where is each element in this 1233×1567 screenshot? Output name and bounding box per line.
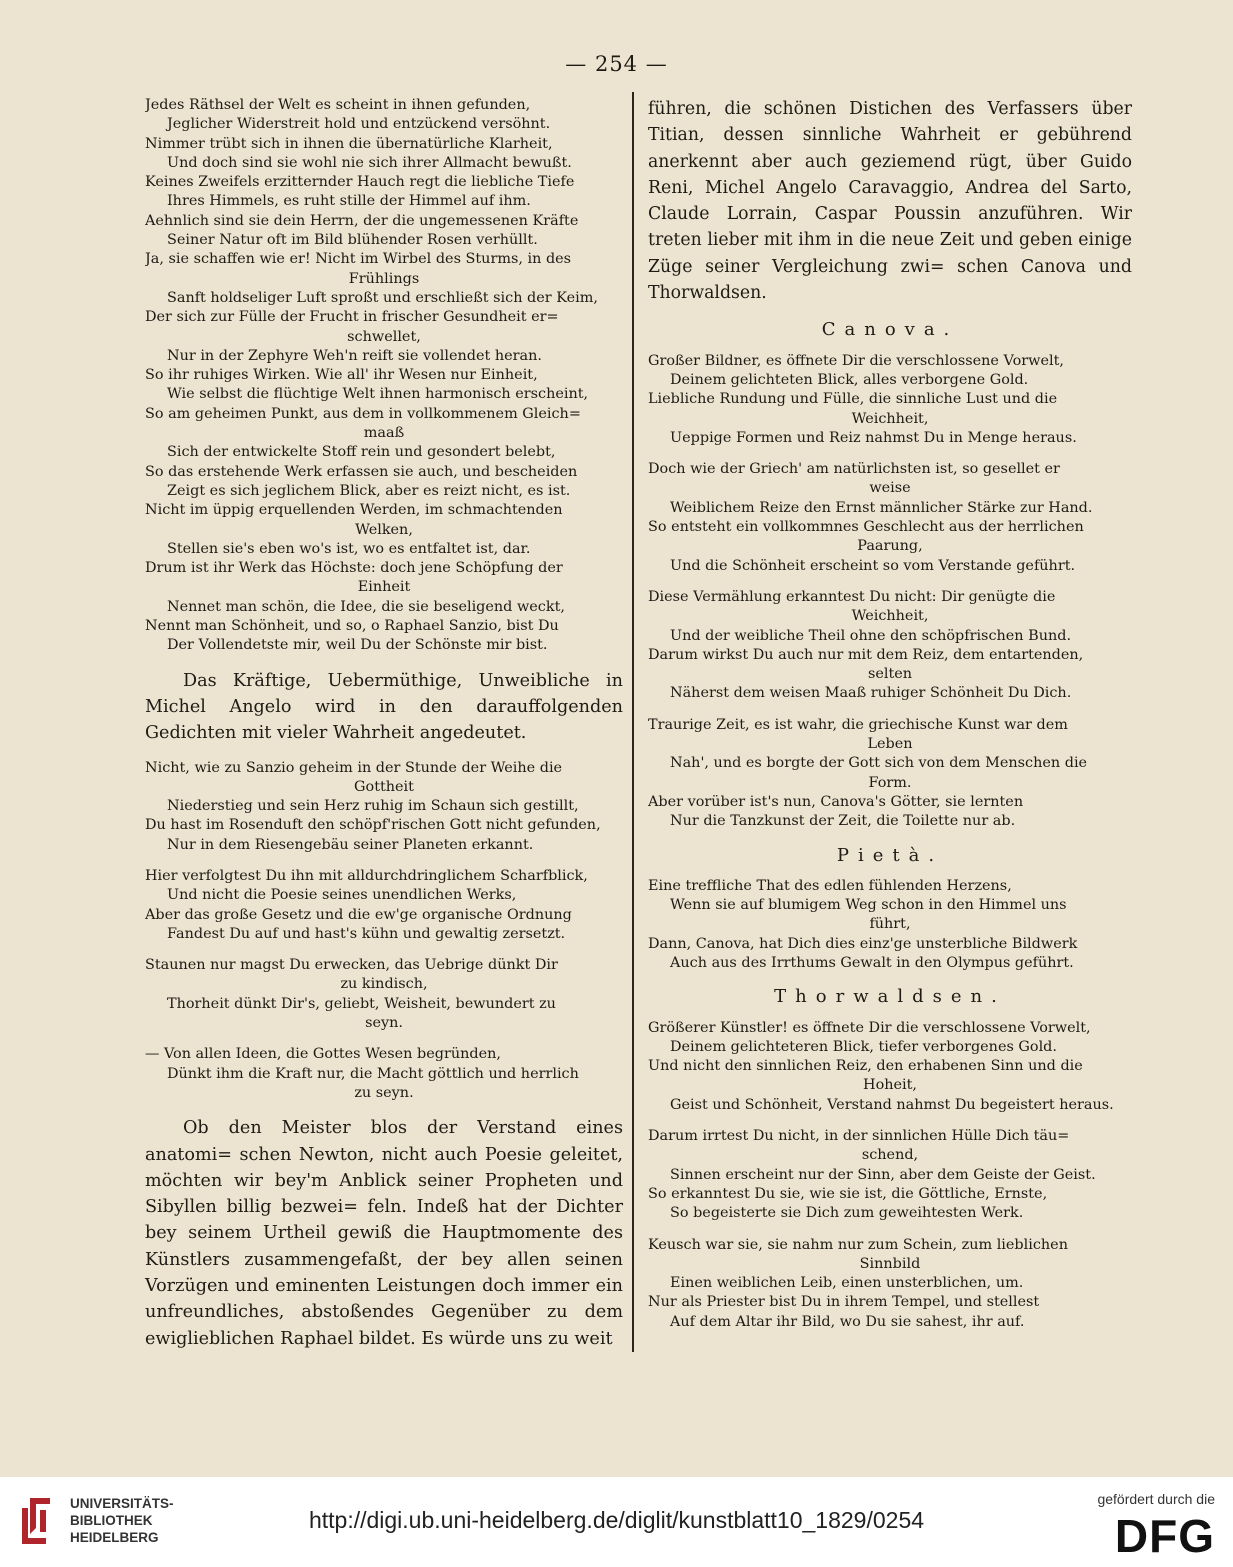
verse-line: Thorheit dünkt Dir's, geliebt, Weisheit, bewundert zu [167, 995, 556, 1012]
verse-line: Dünkt ihm die Kraft nur, die Macht göttlich und herrlich [167, 1065, 579, 1082]
verse-line: Deinem gelichteteren Blick, tiefer verborgenes Gold. [670, 1038, 1057, 1055]
verse-line: Und doch sind sie wohl nie sich ihrer Allmacht bewußt. [167, 154, 572, 171]
verse-line: Liebliche Rundung und Fülle, die sinnliche Lust und die [648, 391, 1058, 408]
verse-line: Nur in dem Riesengebäu seiner Planeten erkannt. [167, 836, 534, 853]
verse-line: Niederstieg und sein Herz ruhig im Schaun sich gestillt, [167, 798, 579, 815]
verse-line: Größerer Künstler! es öffnete Dir die verschlossene Vorwelt, [648, 1019, 1091, 1036]
verse-line: Und nicht den sinnlichen Reiz, den erhabenen Sinn und die [648, 1058, 1083, 1075]
verse-line: So entsteht ein vollkommnes Geschlecht aus der herrlichen [648, 519, 1084, 536]
left-column [145, 96, 623, 1352]
verse-line: Weichheit, [851, 608, 929, 625]
verse-line: So ihr ruhiges Wirken. Wie all' ihr Wesen nur Einheit, [145, 367, 538, 384]
verse-line: Sanft holdseliger Luft sproßt und erschließt sich der Keim, [167, 289, 598, 306]
verse-line: weise [869, 480, 911, 497]
verse-line: Du hast im Rosenduft den schöpf'rischen Gott nicht gefunden, [145, 817, 601, 834]
verse-line: Fandest Du auf und hast's kühn und gewaltig zersetzt. [167, 925, 566, 942]
verse-line: Wie selbst die flüchtige Welt ihnen harmonisch erscheint, [167, 386, 589, 403]
verse-line: Der sich zur Fülle der Frucht in frischer Gesundheit er= [145, 309, 559, 326]
verse-line: Weichheit, [851, 410, 929, 427]
stanza-gap [648, 576, 1132, 588]
verse-line: Nimmer trübt sich in ihnen die übernatürliche Klarheit, [145, 135, 553, 152]
verse-line: Aber das große Gesetz und die ew'ge organische Ordnung [145, 906, 572, 923]
verse-line: Großer Bildner, es öffnete Dir die verschlossene Vorwelt, [648, 352, 1064, 369]
verse-line: Welken, [355, 521, 413, 538]
verse-line: Dann, Canova, hat Dich dies einz'ge unsterbliche Bildwerk [648, 935, 1078, 952]
stanza-gap [145, 1033, 623, 1045]
library-name-line: HEIDELBERG [70, 1530, 159, 1545]
right-column [648, 96, 1132, 1332]
verse-line: Paarung, [857, 538, 923, 555]
footer-bar [0, 1477, 1233, 1567]
verse-line: Leben [867, 736, 913, 753]
verse-line: So das erstehende Werk erfassen sie auch, und bescheiden [145, 463, 578, 480]
stanza-gap [145, 855, 623, 867]
verse-line: zu seyn. [354, 1084, 414, 1101]
verse-line: Doch wie der Griech' am natürlichsten ist, so gesellet er [648, 461, 1060, 478]
verse-line: Auch aus des Irrthums Gewalt in den Olympus geführt. [670, 954, 1074, 971]
verse-line: zu kindisch, [340, 976, 428, 993]
verse-line: Eine treffliche That des edlen fühlenden Herzens, [648, 877, 1012, 894]
verse-line: Traurige Zeit, es ist wahr, die griechische Kunst war dem [648, 716, 1068, 733]
verse-line: Darum irrtest Du nicht, in der sinnlichen Hülle Dich täu= [648, 1128, 1070, 1145]
verse-line: Zeigt es sich jeglichem Blick, aber es reizt nicht, es ist. [167, 482, 571, 499]
verse-line: Nicht, wie zu Sanzio geheim in der Stunde der Weihe die [145, 759, 563, 776]
section-heading: Canova. [821, 319, 959, 341]
stanza-gap [145, 747, 623, 759]
verse-line: Weiblichem Reize den Ernst männlicher Stärke zur Hand. [670, 499, 1093, 516]
verse-line: Darum wirkst Du auch nur mit dem Reiz, dem entartenden, [648, 646, 1084, 663]
verse-line: Sinnbild [859, 1255, 921, 1272]
section-heading: Thorwaldsen. [774, 986, 1006, 1008]
stanza-gap [648, 1115, 1132, 1127]
verse-line: Einheit [357, 579, 411, 596]
verse-line: Der Vollendetste mir, weil Du der Schönste mir bist. [167, 637, 548, 654]
library-name-line: BIBLIOTHEK [70, 1513, 153, 1528]
verse-line: So am geheimen Punkt, aus dem in vollkommenem Gleich= [145, 405, 581, 422]
source-url-link[interactable]: http://digi.ub.uni-heidelberg.de/diglit/kunstblatt10_1829/0254 [308, 1507, 925, 1533]
prose-paragraph: führen, die schönen Distichen des Verfassers über Titian, dessen sinnliche Wahrheit er gebührend anerkennt aber auch geziemend rügt, über Guido Reni, Michel Angelo Caravaggio, Andrea del Sarto, Claude Lorrain, Caspar Poussin anzuführen. Wir treten lieber mit ihm in die neue Zeit und geben einige Züge seiner Vergleichung zwi= schen Canova und Thorwaldsen. [648, 99, 1132, 304]
verse-line: Wenn sie auf blumigem Weg schon in den Himmel uns [670, 897, 1067, 914]
verse-line: schwellet, [347, 328, 421, 345]
verse-line: Und die Schönheit erscheint so vom Verstande geführt. [670, 557, 1076, 574]
verse-line: Und der weibliche Theil ohne den schöpfrischen Bund. [670, 627, 1072, 644]
section-heading: Pietà. [836, 844, 944, 866]
library-name-line: UNIVERSITÄTS- [70, 1496, 174, 1511]
verse-line: Einen weiblichen Leib, einen unsterblichen, um. [670, 1275, 1024, 1292]
stanza-gap [648, 1224, 1132, 1236]
verse-line: selten [867, 666, 913, 683]
verse-line: Sich der entwickelte Stoff rein und gesondert belebt, [167, 444, 556, 461]
verse-line: Und nicht die Poesie seines unendlichen Werks, [167, 887, 517, 904]
stanza-gap [648, 448, 1132, 460]
verse-line: Deinem gelichteten Blick, alles verborgene Gold. [670, 371, 1029, 388]
verse-line: So begeisterte sie Dich zum geweihtesten Werk. [670, 1205, 1024, 1222]
verse-line: Jedes Räthsel der Welt es scheint in ihnen gefunden, [145, 97, 531, 113]
verse-line: Keusch war sie, sie nahm nur zum Schein, zum lieblichen [648, 1236, 1068, 1253]
verse-line: Staunen nur magst Du erwecken, das Uebrige dünkt Dir [145, 957, 558, 974]
verse-line: Nicht im üppig erquellenden Werden, im schmachtenden [145, 502, 563, 519]
verse-line: Aber vorüber ist's nun, Canova's Götter, sie lernten [648, 793, 1024, 810]
verse-line: Nur in der Zephyre Weh'n reift sie vollendet heran. [167, 347, 542, 364]
verse-line: Gottheit [354, 778, 414, 795]
funded-by-label: gefördert durch die [1097, 1491, 1215, 1507]
prose-paragraph: Das Kräftige, Uebermüthige, Unweibliche in Michel Angelo wird in den darauffolgenden Gedichten mit vieler Wahrheit angedeutet. [145, 670, 623, 744]
verse-line: Nennet man schön, die Idee, die sie beseligend weckt, [167, 598, 565, 615]
verse-line: schend, [861, 1147, 919, 1164]
verse-line: Frühlings [348, 270, 420, 287]
stanza-gap [145, 656, 623, 668]
verse-line: Nah', und es borgte der Gott sich von dem Menschen die [670, 755, 1088, 772]
stanza-gap [648, 704, 1132, 716]
verse-line: Keines Zweifels erzitternder Hauch regt die liebliche Tiefe [145, 174, 575, 191]
column-divider [632, 92, 634, 1352]
verse-line: Diese Vermählung erkanntest Du nicht: Dir genügte die [648, 588, 1056, 605]
verse-line: Jeglicher Widerstreit hold und entzückend versöhnt. [167, 116, 551, 133]
verse-line: Ja, sie schaffen wie er! Nicht im Wirbel des Sturms, in des [145, 251, 572, 268]
page-number: — 254 — [565, 52, 668, 76]
verse-line: seyn. [365, 1015, 403, 1032]
verse-line: Ihres Himmels, es ruht stille der Himmel auf ihm. [167, 193, 531, 210]
verse-line: Seiner Natur oft im Bild blühender Rosen verhüllt. [167, 232, 538, 249]
verse-line: Geist und Schönheit, Verstand nahmst Du begeistert heraus. [670, 1096, 1114, 1113]
verse-line: — Von allen Ideen, die Gottes Wesen begründen, [145, 1046, 501, 1063]
verse-line: maaß [363, 425, 405, 442]
verse-line: Nennt man Schönheit, und so, o Raphael Sanzio, bist Du [145, 618, 559, 635]
stanza-gap [145, 1103, 623, 1115]
verse-line: Näherst dem weisen Maaß ruhiger Schönheit Du Dich. [670, 685, 1072, 702]
verse-line: Nur die Tanzkunst der Zeit, die Toilette nur ab. [670, 813, 1016, 830]
verse-line: Hier verfolgtest Du ihn mit alldurchdringlichem Scharfblick, [145, 867, 588, 884]
dfg-logo: DFG [1114, 1510, 1215, 1562]
verse-line: Aehnlich sind sie dein Herrn, der die ungemessenen Kräfte [145, 212, 579, 229]
verse-line: Auf dem Altar ihr Bild, wo Du sie sahest, ihr auf. [670, 1313, 1025, 1330]
stanza-gap [145, 944, 623, 956]
verse-line: Stellen sie's eben wo's ist, wo es entfaltet ist, dar. [167, 540, 531, 557]
verse-line: Hoheit, [863, 1077, 917, 1094]
verse-line: Drum ist ihr Werk das Höchste: doch jene Schöpfung der [145, 560, 563, 577]
verse-line: Nur als Priester bist Du in ihrem Tempel, und stellest [648, 1294, 1040, 1311]
prose-paragraph: Ob den Meister blos der Verstand eines anatomi= schen Newton, nicht auch Poesie geleitet, möchten wir bey'm Anblick seiner Propheten und Sibyllen billig bezwei= feln. Indeß hat der Dichter bey seinem Urtheil gewiß die Hauptmomente des Künstlers zusammengefaßt, der bey allen seinen Vorzügen und eminenten Leistungen doch immer ein unfreundliches, abstoßendes Gegenüber zu dem ewiglieblichen Raphael bildet. Es würde uns zu weit [145, 1118, 623, 1349]
verse-line: So erkanntest Du sie, wie sie ist, die Göttliche, Ernste, [648, 1185, 1048, 1202]
verse-line: führt, [869, 916, 911, 933]
verse-line: Sinnen erscheint nur der Sinn, aber dem Geiste der Geist. [670, 1166, 1096, 1183]
verse-line: Form. [868, 774, 912, 791]
verse-line: Ueppige Formen und Reiz nahmst Du in Menge heraus. [670, 429, 1077, 446]
